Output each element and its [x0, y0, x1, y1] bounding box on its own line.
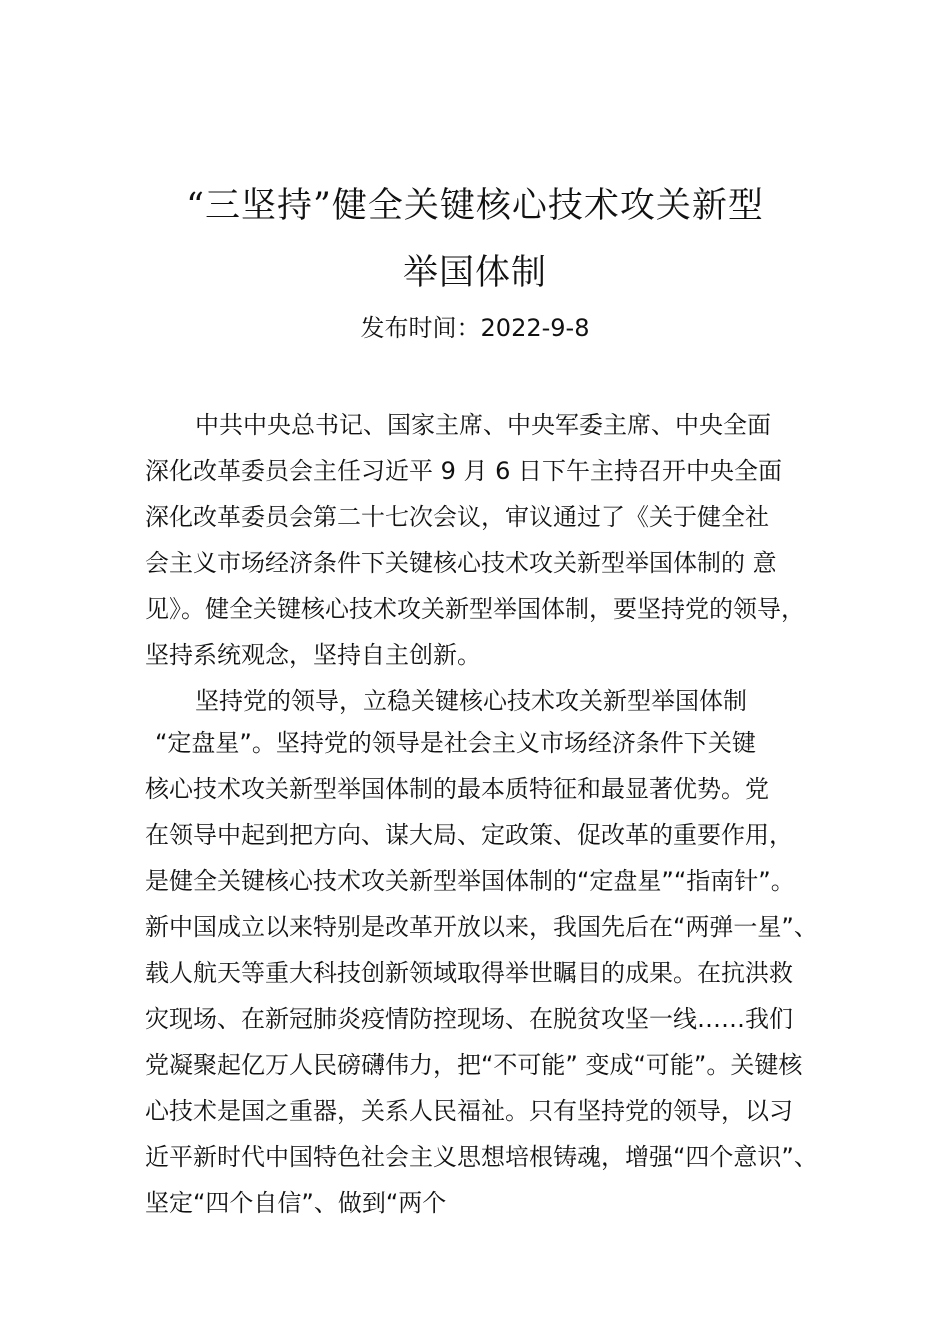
- body-line: 新中国成立以来特别是改革开放以来，我国先后在“两弹一星”、: [145, 913, 818, 941]
- body-line: 深化改革委员会第二十七次会议，审议通过了《关于健全社: [145, 503, 769, 531]
- document-title-line-2: 举国体制: [402, 253, 547, 293]
- body-line: 中共中央总书记、国家主席、中央军委主席、中央全面: [195, 411, 771, 439]
- body-line: 是健全关键核心技术攻关新型举国体制的“定盘星”“指南针”。: [145, 867, 795, 895]
- body-line: 核心技术攻关新型举国体制的最本质特征和最显著优势。党: [145, 775, 769, 803]
- body-line: 心技术是国之重器，关系人民福祉。只有坚持党的领导，以习: [145, 1097, 793, 1125]
- body-line: 载人航天等重大科技创新领域取得举世瞩目的成果。在抗洪救: [145, 959, 793, 987]
- body-line: 坚持党的领导，立稳关键核心技术攻关新型举国体制: [195, 687, 747, 715]
- body-line: 见》。健全关键核心技术攻关新型举国体制，要坚持党的领导，: [145, 595, 805, 623]
- body-line: “定盘星”。坚持党的领导是社会主义市场经济条件下关键: [155, 729, 756, 757]
- body-line: 会主义市场经济条件下关键核心技术攻关新型举国体制的 意: [145, 549, 777, 577]
- body-line: 党凝聚起亿万人民磅礴伟力，把“不可能” 变成“可能”。关键核: [145, 1051, 803, 1079]
- body-line: 近平新时代中国特色社会主义思想培根铸魂，增强“四个意识”、: [145, 1143, 818, 1171]
- publish-date: 发布时间：2022-9-8: [360, 314, 590, 342]
- body-line: 坚定“四个自信”、做到“两个: [145, 1189, 447, 1217]
- document-title-line-1: “三坚持”健全关键核心技术攻关新型: [186, 186, 764, 226]
- body-line: 坚持系统观念，坚持自主创新。: [145, 641, 481, 669]
- body-line: 深化改革委员会主任习近平 9 月 6 日下午主持召开中央全面: [145, 457, 783, 485]
- body-line: 灾现场、在新冠肺炎疫情防控现场、在脱贫攻坚一线……我们: [145, 1005, 793, 1033]
- body-line: 在领导中起到把方向、谋大局、定政策、促改革的重要作用，: [145, 821, 793, 849]
